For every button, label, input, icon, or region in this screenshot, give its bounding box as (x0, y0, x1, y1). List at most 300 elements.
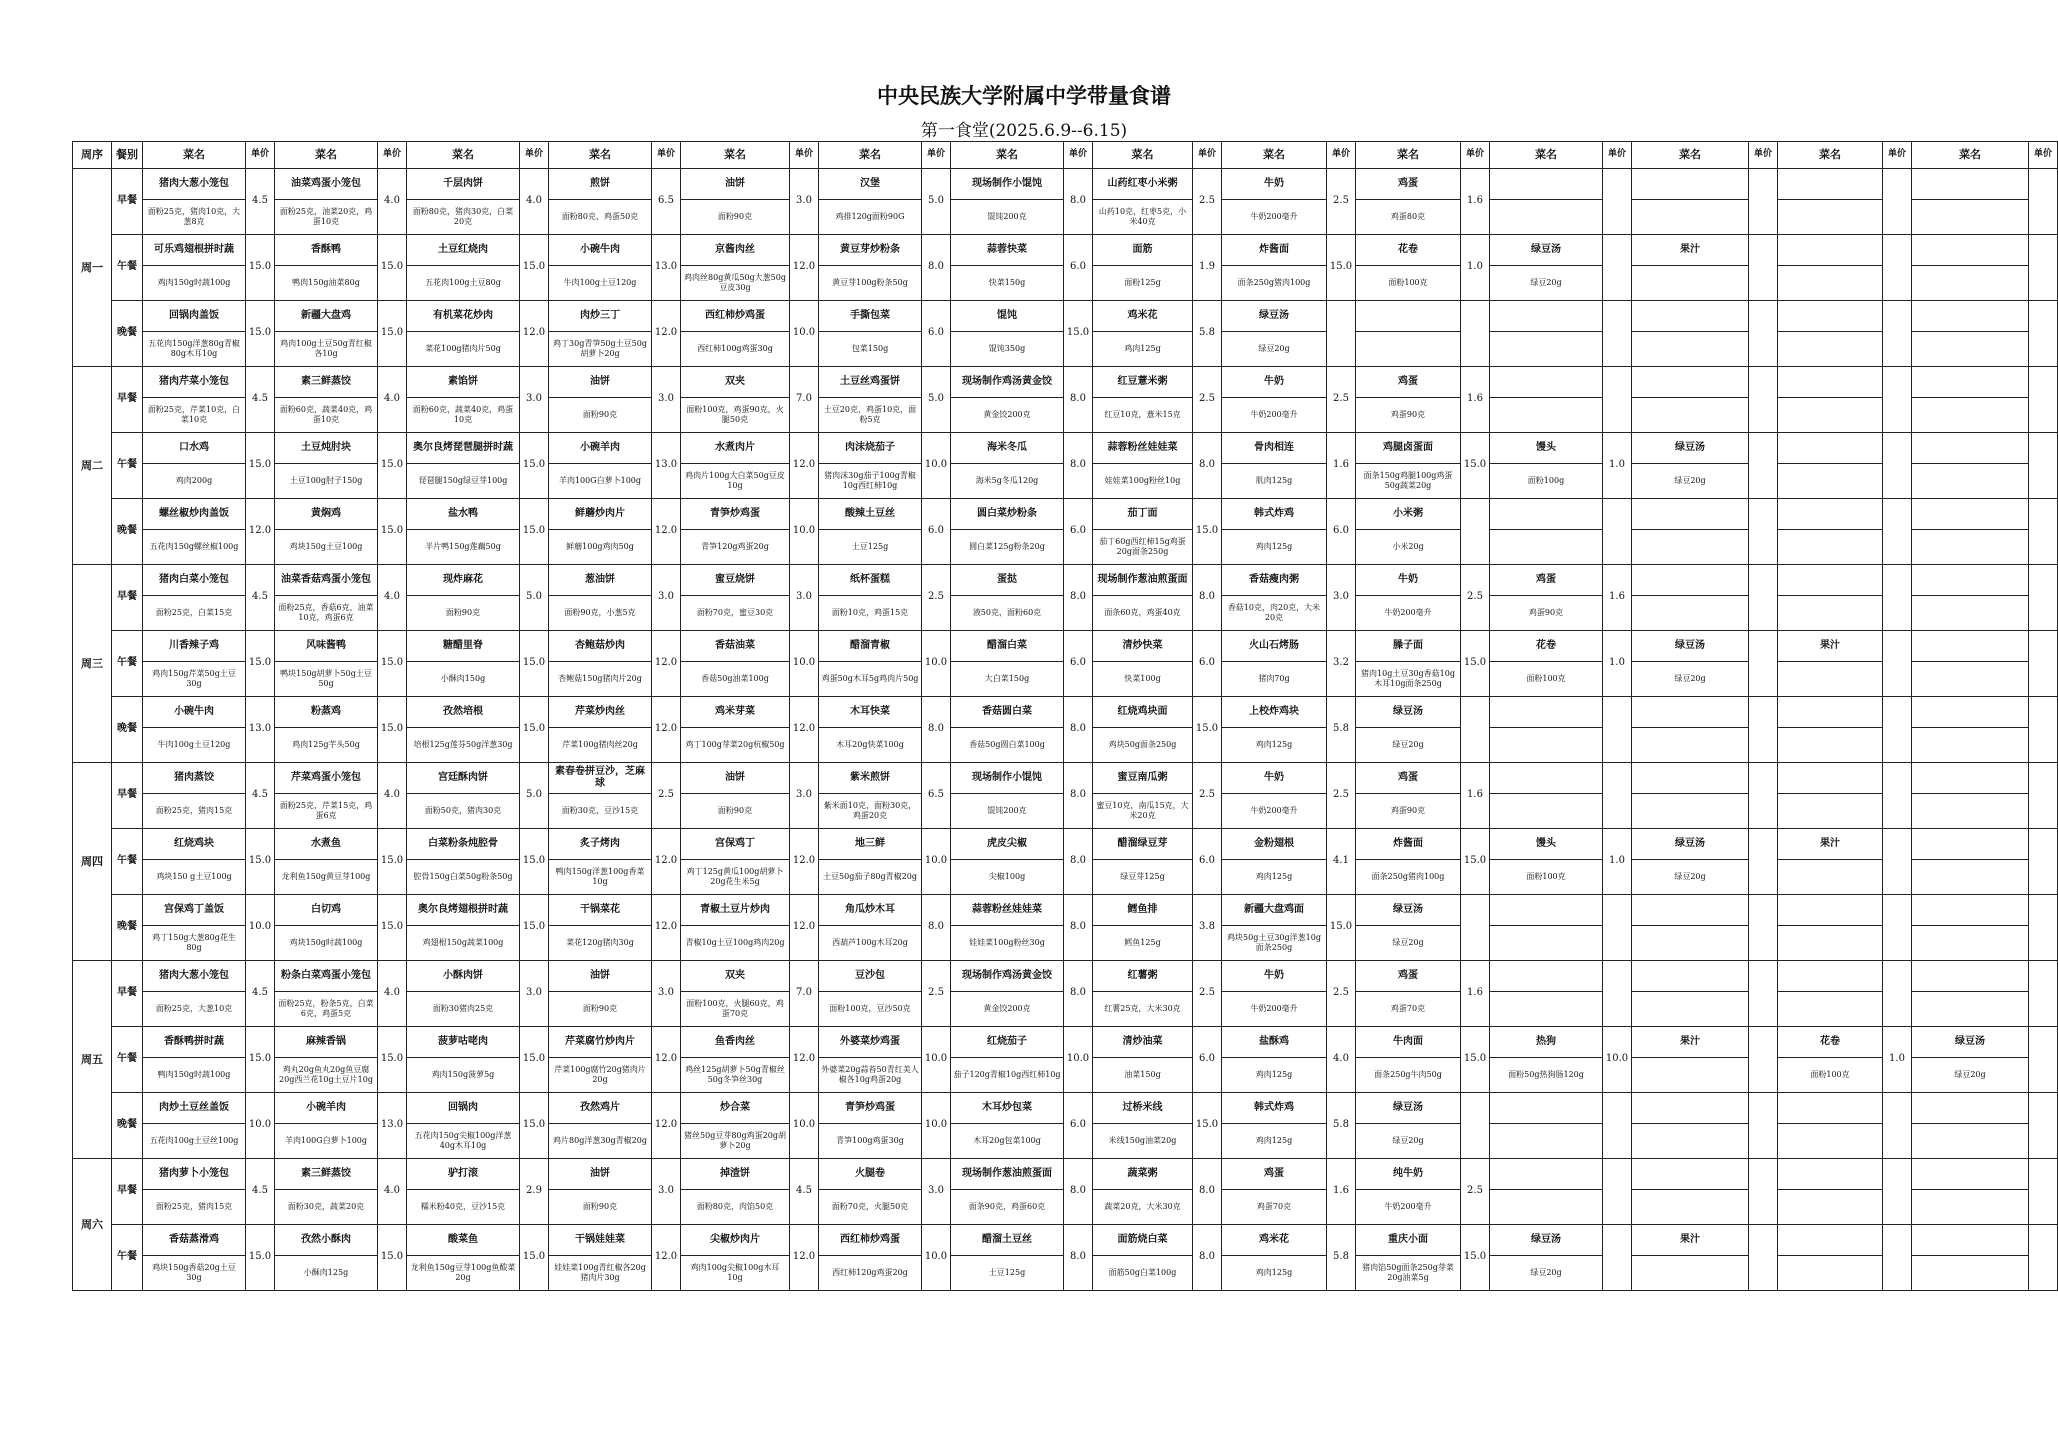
dish-ingredients: 鸡蛋90克 (1356, 398, 1461, 433)
dish-name: 花卷 (1490, 631, 1603, 662)
dish-name: 葱油饼 (549, 565, 652, 596)
dish-name: 有机菜花炒肉 (407, 301, 520, 332)
dish-ingredients (1490, 1190, 1603, 1225)
dish-name: 猪肉白菜小笼包 (143, 565, 246, 596)
dish-name: 小酥肉饼 (407, 961, 520, 992)
dish-price (2029, 499, 2058, 565)
meal-label: 早餐 (112, 1159, 143, 1225)
dish-name (1632, 301, 1749, 332)
dish-name: 回锅肉盖饭 (143, 301, 246, 332)
dish-price: 5.0 (922, 367, 951, 433)
dish-price: 4.0 (1327, 1027, 1356, 1093)
dish-price: 8.0 (922, 895, 951, 961)
dish-price: 6.5 (922, 763, 951, 829)
dish-price: 2.9 (520, 1159, 549, 1225)
dish-ingredients: 蜜豆10克，南瓜15克，大米20克 (1093, 794, 1193, 829)
dish-name (1490, 301, 1603, 332)
dish-ingredients: 山药10克，红枣5克，小米40克 (1093, 200, 1193, 235)
meal-label: 早餐 (112, 565, 143, 631)
dish-ingredients: 鸡肉125g芋头50g (275, 728, 378, 763)
dish-price: 12.0 (652, 697, 681, 763)
dish-ingredients: 西红柿100g鸡蛋30g (681, 332, 790, 367)
dish-ingredients: 半片鸭150g莲藕50g (407, 530, 520, 565)
dish-price: 6.0 (1193, 829, 1222, 895)
dish-ingredients: 面粉25克，香菇6克，油菜10克，鸡蛋6克 (275, 596, 378, 631)
dish-price (1749, 565, 1778, 631)
dish-price: 15.0 (378, 433, 407, 499)
dish-ingredients: 西葫芦100g木耳20g (819, 926, 922, 961)
dish-ingredients (1778, 332, 1883, 367)
dish-price: 3.0 (790, 763, 819, 829)
dish-ingredients: 鲜蘑100g鸡肉50g (549, 530, 652, 565)
dish-name: 蜜豆烧饼 (681, 565, 790, 596)
dish-ingredients: 茄丁60g西红柿15g鸡蛋20g面条250g (1093, 530, 1193, 565)
dish-ingredients: 红豆10克，薏米15克 (1093, 398, 1193, 433)
dish-price (1603, 301, 1632, 367)
dish-price: 6.0 (922, 301, 951, 367)
dish-price: 8.0 (1064, 895, 1093, 961)
dish-price: 13.0 (246, 697, 275, 763)
dish-price (1603, 697, 1632, 763)
dish-price: 4.5 (790, 1159, 819, 1225)
dish-name: 清炒油菜 (1093, 1027, 1193, 1058)
dish-name: 牛奶 (1222, 367, 1327, 398)
dish-ingredients (1490, 992, 1603, 1027)
dish-name (1778, 169, 1883, 200)
dish-ingredients (1632, 200, 1749, 235)
dish-ingredients: 面粉25克，猪肉10克，大葱8克 (143, 200, 246, 235)
dish-ingredients: 面粉90克 (549, 398, 652, 433)
dish-name (1778, 895, 1883, 926)
meal-label: 晚餐 (112, 1093, 143, 1159)
dish-ingredients (1632, 926, 1749, 961)
dish-ingredients: 娃娃菜100g粉丝30g (951, 926, 1064, 961)
dish-price: 15.0 (378, 829, 407, 895)
dish-ingredients: 牛奶200毫升 (1356, 1190, 1461, 1225)
dish-name: 鸡蛋 (1222, 1159, 1327, 1190)
dish-price (1883, 433, 1912, 499)
dish-ingredients: 鸡肉125g (1222, 1256, 1327, 1291)
dish-name: 粉条白菜鸡蛋小笼包 (275, 961, 378, 992)
header-price: 单价 (652, 142, 681, 169)
meal-label: 晚餐 (112, 895, 143, 961)
dish-ingredients: 绿豆20g (1356, 728, 1461, 763)
dish-name: 青椒土豆片炒肉 (681, 895, 790, 926)
meal-label: 晚餐 (112, 301, 143, 367)
dish-ingredients (1632, 1124, 1749, 1159)
dish-price: 8.0 (1064, 697, 1093, 763)
dish-ingredients: 牛奶200毫升 (1222, 794, 1327, 829)
dish-ingredients (1778, 266, 1883, 301)
dish-ingredients (1632, 1190, 1749, 1225)
dish-ingredients (1490, 1124, 1603, 1159)
dish-name (1912, 499, 2029, 530)
dish-price (1461, 1093, 1490, 1159)
day-label: 周五 (73, 961, 112, 1159)
dish-ingredients: 菜花100g猪肉片50g (407, 332, 520, 367)
dish-name: 馒头 (1490, 829, 1603, 860)
dish-name: 口水鸡 (143, 433, 246, 464)
dish-ingredients: 紫米面10克，面粉30克，鸡蛋20克 (819, 794, 922, 829)
dish-ingredients: 五花肉150g螺丝椒100g (143, 530, 246, 565)
dish-name: 花卷 (1778, 1027, 1883, 1058)
dish-name: 豆沙包 (819, 961, 922, 992)
dish-name: 油饼 (549, 1159, 652, 1190)
dish-ingredients: 馄饨200克 (951, 200, 1064, 235)
dish-price: 15.0 (378, 235, 407, 301)
dish-ingredients: 牛肉100g土豆120g (143, 728, 246, 763)
dish-price: 15.0 (1193, 1093, 1222, 1159)
dish-price: 8.0 (922, 235, 951, 301)
dish-ingredients (1912, 1190, 2029, 1225)
dish-price: 15.0 (246, 829, 275, 895)
dish-ingredients (1912, 332, 2029, 367)
dish-name: 素三鲜蒸饺 (275, 1159, 378, 1190)
dish-ingredients: 面粉25克，油菜20克，鸡蛋10克 (275, 200, 378, 235)
dish-name: 海米冬瓜 (951, 433, 1064, 464)
dish-name: 清炒快菜 (1093, 631, 1193, 662)
dish-price (1883, 631, 1912, 697)
dish-price (1603, 895, 1632, 961)
dish-price: 12.0 (652, 829, 681, 895)
dish-ingredients: 鳕鱼125g (1093, 926, 1193, 961)
header-price: 单价 (1064, 142, 1093, 169)
dish-name: 肉炒三丁 (549, 301, 652, 332)
dish-price: 1.6 (1461, 169, 1490, 235)
dish-name: 千层肉饼 (407, 169, 520, 200)
dish-name: 糖醋里脊 (407, 631, 520, 662)
dish-ingredients: 快菜100g (1093, 662, 1193, 697)
dish-ingredients: 龙利鱼150g黄豆芽100g (275, 860, 378, 895)
dish-ingredients: 五花肉100g土豆丝100g (143, 1124, 246, 1159)
dish-price: 3.0 (790, 565, 819, 631)
dish-ingredients: 绿豆20g (1632, 662, 1749, 697)
dish-price: 10.0 (246, 895, 275, 961)
dish-name (1778, 1093, 1883, 1124)
dish-price: 15.0 (520, 697, 549, 763)
dish-ingredients (1490, 530, 1603, 565)
dish-name: 绿豆汤 (1632, 433, 1749, 464)
dish-name: 奥尔良烤琵琶腿拼时蔬 (407, 433, 520, 464)
dish-name: 土豆红烧肉 (407, 235, 520, 266)
dish-price: 15.0 (520, 895, 549, 961)
dish-price: 10.0 (1064, 1027, 1093, 1093)
dish-price: 12.0 (652, 895, 681, 961)
dish-ingredients: 面粉80克，肉馅50克 (681, 1190, 790, 1225)
dish-name: 干锅菜花 (549, 895, 652, 926)
dish-price: 4.0 (378, 565, 407, 631)
dish-name (1912, 895, 2029, 926)
dish-price (1749, 433, 1778, 499)
dish-price (1749, 631, 1778, 697)
dish-ingredients: 面粉100克 (1356, 266, 1461, 301)
dish-ingredients: 面粉100克，豆沙50克 (819, 992, 922, 1027)
dish-price (1603, 1093, 1632, 1159)
dish-name: 白菜粉条炖腔骨 (407, 829, 520, 860)
dish-ingredients: 猪丝50g豆芽80g鸡蛋20g胡萝卜20g (681, 1124, 790, 1159)
dish-name (1778, 1159, 1883, 1190)
dish-name: 可乐鸡翅根拼时蔬 (143, 235, 246, 266)
dish-name: 韩式炸鸡 (1222, 1093, 1327, 1124)
dish-name: 鸡蛋 (1356, 961, 1461, 992)
dish-ingredients (1912, 1256, 2029, 1291)
header-price: 单价 (1193, 142, 1222, 169)
table-row (73, 1159, 2058, 1190)
dish-ingredients: 青笋100g鸡蛋30g (819, 1124, 922, 1159)
dish-price (1883, 565, 1912, 631)
dish-name: 花卷 (1356, 235, 1461, 266)
dish-name (1490, 499, 1603, 530)
dish-ingredients (1632, 1058, 1749, 1093)
dish-price (1883, 697, 1912, 763)
dish-name: 鸡米花 (1222, 1225, 1327, 1256)
header-meal: 餐别 (112, 142, 143, 169)
day-label: 周一 (73, 169, 112, 367)
dish-ingredients (1912, 266, 2029, 301)
dish-ingredients: 木耳20g快菜100g (819, 728, 922, 763)
dish-ingredients: 面粉100克，鸡蛋90克，火腿50克 (681, 398, 790, 433)
dish-name: 纸杯蛋糕 (819, 565, 922, 596)
dish-ingredients: 面条250g猪肉100g (1222, 266, 1327, 301)
dish-ingredients (1778, 200, 1883, 235)
dish-ingredients: 猪肉沫30g茄子100g青椒10g西红柿10g (819, 464, 922, 499)
dish-ingredients: 鸡肉丝80g黄瓜50g大葱50g豆皮30g (681, 266, 790, 301)
dish-name: 新疆大盘鸡面 (1222, 895, 1327, 926)
dish-ingredients: 快菜150g (951, 266, 1064, 301)
dish-name: 粉蒸鸡 (275, 697, 378, 728)
dish-ingredients: 香菇50g圆白菜100g (951, 728, 1064, 763)
dish-name: 麻辣香锅 (275, 1027, 378, 1058)
dish-name: 果汁 (1778, 631, 1883, 662)
dish-name: 香酥鸭拼时蔬 (143, 1027, 246, 1058)
dish-price (1883, 1159, 1912, 1225)
dish-ingredients: 猪肉10g土豆30g香菇10g木耳10g面条250g (1356, 662, 1461, 697)
dish-price: 8.0 (1064, 169, 1093, 235)
dish-name (1490, 169, 1603, 200)
dish-ingredients: 包菜150g (819, 332, 922, 367)
dish-price: 12.0 (790, 829, 819, 895)
dish-price: 3.0 (652, 565, 681, 631)
dish-ingredients: 木耳20g包菜100g (951, 1124, 1064, 1159)
dish-ingredients (1490, 398, 1603, 433)
dish-name: 黄豆芽炒粉条 (819, 235, 922, 266)
dish-name: 猪肉大葱小笼包 (143, 961, 246, 992)
dish-ingredients: 牛肉100g土豆120g (549, 266, 652, 301)
dish-ingredients: 鸡块150g土豆100g (275, 530, 378, 565)
dish-price (2029, 367, 2058, 433)
dish-ingredients: 鸡块150g香菇20g土豆30g (143, 1256, 246, 1291)
dish-ingredients: 海米5g冬瓜120g (951, 464, 1064, 499)
dish-ingredients: 牛奶200毫升 (1222, 398, 1327, 433)
dish-price (1749, 697, 1778, 763)
dish-price: 15.0 (246, 1027, 275, 1093)
dish-name: 面筋烧白菜 (1093, 1225, 1193, 1256)
dish-price: 10.0 (246, 1093, 275, 1159)
header-dish-name: 菜名 (1222, 142, 1327, 169)
dish-name: 宫保鸡丁 (681, 829, 790, 860)
dish-ingredients: 面粉80克，鸡蛋50克 (549, 200, 652, 235)
dish-ingredients: 面条250g猪肉100g (1356, 860, 1461, 895)
dish-name: 馒头 (1490, 433, 1603, 464)
dish-ingredients: 面粉25克，芹菜15克，鸡蛋6克 (275, 794, 378, 829)
header-price: 单价 (1327, 142, 1356, 169)
dish-name: 芹菜鸡蛋小笼包 (275, 763, 378, 794)
dish-ingredients (1778, 1124, 1883, 1159)
dish-ingredients: 鸡蛋70克 (1356, 992, 1461, 1027)
dish-name (1912, 961, 2029, 992)
dish-name (1490, 1093, 1603, 1124)
dish-price (1749, 1027, 1778, 1093)
dish-price: 12.0 (790, 895, 819, 961)
dish-name: 蔬菜粥 (1093, 1159, 1193, 1190)
dish-ingredients (1778, 992, 1883, 1027)
dish-price: 15.0 (1064, 301, 1093, 367)
dish-name: 面筋 (1093, 235, 1193, 266)
dish-name (1490, 895, 1603, 926)
dish-name: 鲜蘑炒肉片 (549, 499, 652, 530)
dish-price: 2.5 (1193, 169, 1222, 235)
dish-name: 现场制作小馄饨 (951, 169, 1064, 200)
dish-ingredients (1632, 530, 1749, 565)
dish-name: 蒜蓉快菜 (951, 235, 1064, 266)
dish-price: 15.0 (378, 697, 407, 763)
dish-price: 2.5 (1461, 565, 1490, 631)
dish-price: 15.0 (246, 631, 275, 697)
dish-name: 现场制作葱油煎蛋面 (1093, 565, 1193, 596)
dish-name: 掉渣饼 (681, 1159, 790, 1190)
dish-ingredients: 土豆50g茄子80g青椒20g (819, 860, 922, 895)
dish-name: 茄丁面 (1093, 499, 1193, 530)
dish-ingredients: 鸡肉100g土豆50g青红椒各10g (275, 332, 378, 367)
dish-price: 7.0 (790, 367, 819, 433)
dish-name: 火腿卷 (819, 1159, 922, 1190)
dish-price: 13.0 (378, 1093, 407, 1159)
dish-name: 土豆炖肘块 (275, 433, 378, 464)
dish-price: 10.0 (790, 301, 819, 367)
dish-ingredients (1912, 728, 2029, 763)
dish-price (1749, 1225, 1778, 1291)
dish-ingredients: 面条60克，鸡蛋40克 (1093, 596, 1193, 631)
dish-ingredients: 土豆20克，鸡蛋10克，面粉5克 (819, 398, 922, 433)
dish-ingredients: 鸡肉125g (1222, 728, 1327, 763)
dish-ingredients: 面粉25克，芹菜10克，白菜10克 (143, 398, 246, 433)
dish-ingredients (1912, 464, 2029, 499)
dish-name: 猪肉芹菜小笼包 (143, 367, 246, 398)
dish-ingredients (1778, 662, 1883, 697)
dish-name: 蒜蓉粉丝娃娃菜 (1093, 433, 1193, 464)
dish-price: 8.0 (1193, 1159, 1222, 1225)
dish-price: 12.0 (652, 631, 681, 697)
dish-price: 6.5 (652, 169, 681, 235)
dish-name (1912, 169, 2029, 200)
header-price: 单价 (1603, 142, 1632, 169)
dish-ingredients: 鸡块150g时蔬100g (275, 926, 378, 961)
dish-price: 2.5 (652, 763, 681, 829)
dish-name: 香菇瘦肉粥 (1222, 565, 1327, 596)
dish-ingredients: 鸡丁100g芽菜20g杭椒50g (681, 728, 790, 763)
dish-name: 油饼 (549, 961, 652, 992)
dish-ingredients: 馄饨200克 (951, 794, 1064, 829)
dish-price: 8.0 (1064, 763, 1093, 829)
dish-name (1778, 235, 1883, 266)
dish-ingredients (1632, 728, 1749, 763)
dish-price: 3.0 (922, 1159, 951, 1225)
header-dish-name: 菜名 (1912, 142, 2029, 169)
dish-price: 15.0 (246, 235, 275, 301)
dish-name: 金粉翅根 (1222, 829, 1327, 860)
dish-name: 水煮肉片 (681, 433, 790, 464)
dish-name: 香菇蒸滑鸡 (143, 1225, 246, 1256)
dish-name (1912, 433, 2029, 464)
dish-ingredients: 鸭肉150g油菜80g (275, 266, 378, 301)
dish-ingredients: 面粉25克，白菜15克 (143, 596, 246, 631)
dish-name: 醋溜绿豆芽 (1093, 829, 1193, 860)
dish-ingredients: 面粉100克 (1778, 1058, 1883, 1093)
dish-price: 8.0 (1064, 829, 1093, 895)
dish-name: 小碗牛肉 (143, 697, 246, 728)
dish-ingredients (1912, 1124, 2029, 1159)
dish-price: 2.5 (1327, 763, 1356, 829)
dish-price: 15.0 (378, 631, 407, 697)
dish-ingredients: 绿豆20g (1490, 266, 1603, 301)
dish-price: 10.0 (790, 631, 819, 697)
day-label: 周四 (73, 763, 112, 961)
dish-price (1883, 829, 1912, 895)
dish-price: 8.0 (1193, 565, 1222, 631)
table-row (73, 631, 2058, 662)
dish-name: 炙子烤肉 (549, 829, 652, 860)
dish-ingredients: 鸡肉125g (1222, 1124, 1327, 1159)
dish-ingredients: 龙利鱼150g豆芽100g鱼酸菜20g (407, 1256, 520, 1291)
dish-ingredients: 面粉25克，猪肉15克 (143, 794, 246, 829)
dish-ingredients: 鸡块50g面条250g (1093, 728, 1193, 763)
dish-price (1603, 499, 1632, 565)
dish-name: 西红柿炒鸡蛋 (819, 1225, 922, 1256)
dish-ingredients: 面粉50g热狗肠120g (1490, 1058, 1603, 1093)
dish-name: 热狗 (1490, 1027, 1603, 1058)
dish-price: 6.0 (922, 499, 951, 565)
dish-ingredients: 五花肉150g洋葱80g青椒80g木耳10g (143, 332, 246, 367)
dish-price: 1.0 (1883, 1027, 1912, 1093)
dish-price (2029, 1159, 2058, 1225)
dish-name (1632, 961, 1749, 992)
dish-price: 15.0 (1461, 1027, 1490, 1093)
dish-ingredients (1778, 794, 1883, 829)
dish-price: 5.0 (520, 565, 549, 631)
dish-name (1632, 763, 1749, 794)
dish-price: 12.0 (652, 1093, 681, 1159)
meal-label: 午餐 (112, 631, 143, 697)
header-day: 周序 (73, 142, 112, 169)
day-label: 周六 (73, 1159, 112, 1291)
dish-ingredients: 五花肉100g土豆80g (407, 266, 520, 301)
dish-price: 15.0 (1461, 631, 1490, 697)
dish-name: 现场制作小馄饨 (951, 763, 1064, 794)
dish-price (1883, 235, 1912, 301)
dish-ingredients (1912, 992, 2029, 1027)
dish-ingredients: 鸡蛋90克 (1490, 596, 1603, 631)
dish-name (1632, 565, 1749, 596)
header-price: 单价 (246, 142, 275, 169)
dish-ingredients: 鸡蛋50g木耳5g鸡肉片50g (819, 662, 922, 697)
dish-name: 醋溜土豆丝 (951, 1225, 1064, 1256)
dish-name (1912, 1225, 2029, 1256)
dish-price: 1.6 (1461, 367, 1490, 433)
dish-name: 红烧鸡块面 (1093, 697, 1193, 728)
dish-name: 盐水鸭 (407, 499, 520, 530)
dish-name: 绿豆汤 (1222, 301, 1327, 332)
dish-ingredients: 鸭肉150g洋葱100g香菜10g (549, 860, 652, 895)
